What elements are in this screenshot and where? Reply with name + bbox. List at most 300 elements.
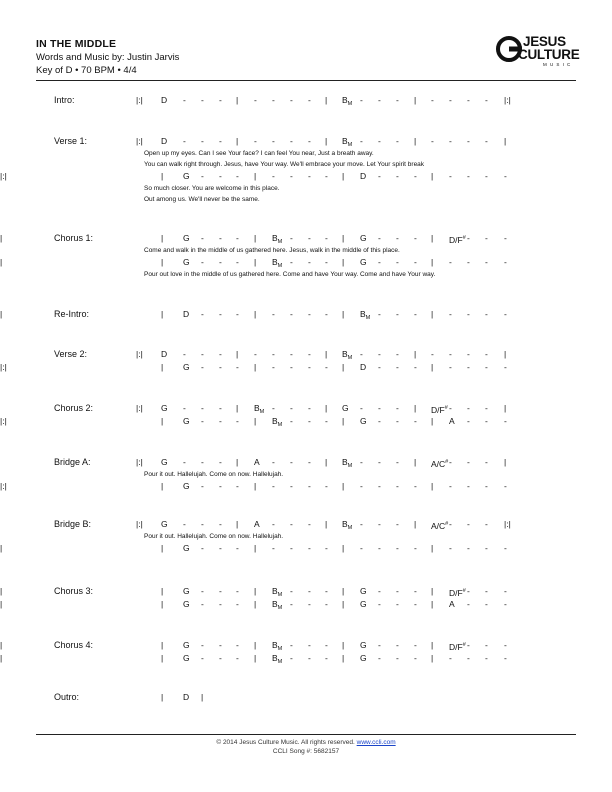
beat-dash: - [272,519,275,529]
bar-line: | [325,136,328,146]
bar-line: | [161,171,164,181]
chord-line [0,653,612,664]
bar-line: | [414,519,417,529]
chord-line [0,481,612,492]
beat-dash: - [201,599,204,609]
chord-symbol: G [183,362,190,372]
bar-line: |:| [0,481,7,491]
beat-dash: - [467,416,470,426]
beat-dash: - [290,457,293,467]
bar-line: | [342,309,345,319]
beat-dash: - [201,481,204,491]
lyric-line: Pour out love in the middle of us gathered here. Come and have Your way. Come and have Your way. [144,271,436,278]
beat-dash: - [272,362,275,372]
bar-line: | [414,95,417,105]
bar-line: | [342,599,345,609]
beat-dash: - [183,136,186,146]
bar-line: | [342,257,345,267]
chord-symbol: D [183,692,190,702]
beat-dash: - [290,257,293,267]
beat-dash: - [290,416,293,426]
beat-dash: - [236,640,239,650]
beat-dash: - [308,416,311,426]
beat-dash: - [290,543,293,553]
bar-line: | [0,640,3,650]
bar-line: | [161,257,164,267]
beat-dash: - [378,95,381,105]
chord-symbol: $B_M$ [272,233,283,245]
logo-word-jesus: JESUS [523,34,566,49]
chord-symbol: G [183,233,190,243]
beat-dash: - [236,653,239,663]
bar-line: | [325,519,328,529]
beat-dash: - [396,349,399,359]
beat-dash: - [219,640,222,650]
chord-symbol: $B_M$ [272,586,283,598]
beat-dash: - [485,599,488,609]
beat-dash: - [219,136,222,146]
beat-dash: - [378,171,381,181]
beat-dash: - [360,543,363,553]
beat-dash: - [272,171,275,181]
beat-dash: - [219,171,222,181]
beat-dash: - [254,349,257,359]
beat-dash: - [360,403,363,413]
bar-line: | [325,95,328,105]
beat-dash: - [467,233,470,243]
beat-dash: - [325,586,328,596]
bar-line: | [254,309,257,319]
bar-line: | [161,309,164,319]
beat-dash: - [360,136,363,146]
logo-word-music: MUSIC [543,62,574,67]
beat-dash: - [467,586,470,596]
chord-symbol: A [449,416,455,426]
beat-dash: - [431,136,434,146]
beat-dash: - [485,481,488,491]
bar-line: | [342,362,345,372]
footer-divider [36,734,576,735]
beat-dash: - [219,233,222,243]
beat-dash: - [504,640,507,650]
bar-line: | [414,136,417,146]
beat-dash: - [325,309,328,319]
beat-dash: - [504,257,507,267]
bar-line: | [254,416,257,426]
beat-dash: - [308,457,311,467]
beat-dash: - [272,95,275,105]
bar-line: | [236,519,239,529]
beat-dash: - [290,403,293,413]
beat-dash: - [325,481,328,491]
beat-dash: - [485,403,488,413]
bar-line: | [504,457,507,467]
beat-dash: - [378,543,381,553]
beat-dash: - [467,95,470,105]
bar-line: | [161,599,164,609]
beat-dash: - [325,543,328,553]
beat-dash: - [236,171,239,181]
beat-dash: - [449,403,452,413]
chord-symbol: D [161,95,168,105]
beat-dash: - [360,481,363,491]
beat-dash: - [183,95,186,105]
beat-dash: - [485,233,488,243]
bar-line: | [0,599,3,609]
beat-dash: - [201,416,204,426]
beat-dash: - [325,416,328,426]
beat-dash: - [378,362,381,372]
beat-dash: - [308,599,311,609]
chord-symbol: A [254,457,260,467]
beat-dash: - [308,257,311,267]
beat-dash: - [485,519,488,529]
bar-line: | [431,599,434,609]
chord-symbol: G [360,653,367,663]
beat-dash: - [414,233,417,243]
beat-dash: - [272,403,275,413]
footer-copyright [0,738,612,747]
beat-dash: - [236,233,239,243]
beat-dash: - [414,309,417,319]
bar-line: | [342,640,345,650]
copyright-text: © 2014 Jesus Culture Music. All rights reserved. [216,739,355,746]
beat-dash: - [414,171,417,181]
beat-dash: - [290,653,293,663]
beat-dash: - [485,362,488,372]
beat-dash: - [360,349,363,359]
bar-line: | [325,349,328,359]
bar-line: | [161,362,164,372]
beat-dash: - [272,136,275,146]
beat-dash: - [201,653,204,663]
beat-dash: - [325,599,328,609]
beat-dash: - [378,519,381,529]
bar-line: | [161,653,164,663]
beat-dash: - [272,309,275,319]
beat-dash: - [449,171,452,181]
bar-line: | [431,653,434,663]
beat-dash: - [396,640,399,650]
beat-dash: - [378,233,381,243]
beat-dash: - [449,257,452,267]
chord-symbol: $B_M$ [342,95,353,107]
beat-dash: - [414,362,417,372]
beat-dash: - [467,136,470,146]
beat-dash: - [325,257,328,267]
beat-dash: - [396,403,399,413]
beat-dash: - [201,233,204,243]
bar-line: | [414,457,417,467]
beat-dash: - [396,481,399,491]
chord-symbol: D/F# [449,642,466,652]
beat-dash: - [290,349,293,359]
beat-dash: - [308,95,311,105]
section-label: Outro: [54,692,80,702]
chord-line [0,599,612,610]
beat-dash: - [414,416,417,426]
beat-dash: - [236,416,239,426]
beat-dash: - [504,233,507,243]
bar-line: | [254,233,257,243]
beat-dash: - [254,95,257,105]
beat-dash: - [485,136,488,146]
chord-symbol: G [183,586,190,596]
chord-symbol: D/F# [449,588,466,598]
bar-line: | [342,543,345,553]
beat-dash: - [308,481,311,491]
bar-line: | [254,640,257,650]
beat-dash: - [414,543,417,553]
bar-line: | [504,136,507,146]
chord-symbol: A [254,519,260,529]
jesus-culture-logo [496,35,582,71]
bar-line: | [161,233,164,243]
beat-dash: - [485,653,488,663]
beat-dash: - [467,519,470,529]
bar-line: | [431,362,434,372]
beat-dash: - [485,309,488,319]
beat-dash: - [290,95,293,105]
lyric-line: Out among us. We'll never be the same. [144,196,260,203]
beat-dash: - [201,519,204,529]
chord-symbol: G [360,416,367,426]
beat-dash: - [485,416,488,426]
chord-symbol: $B_M$ [272,653,283,665]
bar-line: | [236,349,239,359]
bar-line: | [161,692,164,702]
chord-line [0,519,612,530]
beat-dash: - [219,95,222,105]
chord-symbol: D [161,136,168,146]
bar-line: | [201,692,204,702]
beat-dash: - [201,586,204,596]
chord-symbol: G [183,543,190,553]
section-label: Chorus 2: [54,403,94,413]
beat-dash: - [396,543,399,553]
beat-dash: - [467,457,470,467]
chord-symbol: G [183,640,190,650]
beat-dash: - [485,543,488,553]
section-label: Chorus 3: [54,586,94,596]
header-divider [36,80,576,81]
beat-dash: - [325,362,328,372]
beat-dash: - [219,543,222,553]
chord-symbol: $B_M$ [272,416,283,428]
beat-dash: - [308,640,311,650]
chord-line [0,136,612,147]
chord-symbol: D [360,171,367,181]
section-label: Intro: [54,95,75,105]
chord-symbol: G [183,599,190,609]
beat-dash: - [449,457,452,467]
beat-dash: - [396,519,399,529]
beat-dash: - [219,309,222,319]
beat-dash: - [396,233,399,243]
beat-dash: - [219,416,222,426]
beat-dash: - [396,653,399,663]
beat-dash: - [219,403,222,413]
bar-line: | [342,653,345,663]
bar-line: | [342,586,345,596]
beat-dash: - [219,599,222,609]
beat-dash: - [308,543,311,553]
beat-dash: - [485,95,488,105]
beat-dash: - [467,349,470,359]
beat-dash: - [504,362,507,372]
beat-dash: - [201,171,204,181]
chord-line [0,309,612,320]
beat-dash: - [201,349,204,359]
beat-dash: - [201,457,204,467]
bar-line: | [0,543,3,553]
beat-dash: - [236,586,239,596]
beat-dash: - [378,136,381,146]
bar-line: | [161,416,164,426]
bar-line: | [161,586,164,596]
beat-dash: - [201,136,204,146]
beat-dash: - [378,349,381,359]
lyric-line: Come and walk in the middle of us gathered here. Jesus, walk in the middle of this place. [144,247,400,254]
bar-line: | [342,233,345,243]
section-label: Verse 1: [54,136,88,146]
beat-dash: - [449,481,452,491]
beat-dash: - [467,309,470,319]
songwriter-credit: Words and Music by: Justin Jarvis [36,52,180,63]
beat-dash: - [308,362,311,372]
section-label: Chorus 1: [54,233,94,243]
beat-dash: - [378,416,381,426]
beat-dash: - [449,349,452,359]
beat-dash: - [396,416,399,426]
beat-dash: - [504,599,507,609]
chord-symbol: D/F# [449,235,466,245]
lyric-line: Open up my eyes. Can I see Your face? I can feel You near, Just a breath away. [144,150,374,157]
bar-line: |:| [504,95,511,105]
beat-dash: - [396,171,399,181]
chord-symbol: D [161,349,168,359]
beat-dash: - [201,362,204,372]
beat-dash: - [290,519,293,529]
chord-line [0,233,612,244]
beat-dash: - [396,599,399,609]
beat-dash: - [467,171,470,181]
beat-dash: - [219,257,222,267]
beat-dash: - [378,481,381,491]
beat-dash: - [360,519,363,529]
beat-dash: - [201,257,204,267]
beat-dash: - [219,481,222,491]
bar-line: | [342,416,345,426]
chord-line [0,640,612,651]
logo-word-culture: CULTURE [518,47,580,62]
ccli-link[interactable]: www.ccli.com [356,739,396,746]
beat-dash: - [272,481,275,491]
chord-symbol: $B_M$ [272,640,283,652]
beat-dash: - [414,640,417,650]
chord-symbol: $B_M$ [272,599,283,611]
bar-line: | [254,481,257,491]
chord-symbol: $B_M$ [342,457,353,469]
chord-symbol: $B_M$ [342,519,353,531]
beat-dash: - [467,403,470,413]
bar-line: | [431,416,434,426]
bar-line: | [161,481,164,491]
beat-dash: - [183,403,186,413]
beat-dash: - [308,403,311,413]
beat-dash: - [449,362,452,372]
chord-symbol: $B_M$ [360,309,371,321]
beat-dash: - [219,653,222,663]
chord-symbol: G [183,416,190,426]
lyric-line: You can walk right through. Jesus, have Your way. We'll embrace your move. Let Your spirit break [144,161,425,168]
bar-line: | [161,543,164,553]
bar-line: | [431,309,434,319]
beat-dash: - [449,309,452,319]
lyric-line: So much closer. You are welcome in this place. [144,185,280,192]
beat-dash: - [290,481,293,491]
beat-dash: - [290,136,293,146]
chord-symbol: $B_M$ [272,257,283,269]
beat-dash: - [290,599,293,609]
bar-line: | [236,95,239,105]
beat-dash: - [485,257,488,267]
chord-symbol: A/C# [431,459,449,469]
beat-dash: - [504,171,507,181]
beat-dash: - [414,586,417,596]
chord-symbol: $B_M$ [254,403,265,415]
chord-symbol: $B_M$ [342,136,353,148]
beat-dash: - [201,640,204,650]
chord-symbol: A/C# [431,521,449,531]
chord-line [0,586,612,597]
bar-line: |:| [136,519,143,529]
beat-dash: - [219,349,222,359]
beat-dash: - [360,457,363,467]
beat-dash: - [201,543,204,553]
beat-dash: - [396,586,399,596]
beat-dash: - [504,309,507,319]
beat-dash: - [308,349,311,359]
chord-symbol: $B_M$ [342,349,353,361]
bar-line: |:| [0,362,7,372]
beat-dash: - [308,136,311,146]
bar-line: | [254,543,257,553]
beat-dash: - [396,362,399,372]
beat-dash: - [449,543,452,553]
beat-dash: - [396,457,399,467]
beat-dash: - [485,586,488,596]
lyric-line: Pour it out. Hallelujah. Come on now. Hallelujah. [144,471,284,478]
beat-dash: - [467,543,470,553]
chord-line [0,95,612,106]
beat-dash: - [504,653,507,663]
chord-symbol: G [183,481,190,491]
bar-line: |:| [0,171,7,181]
bar-line: | [325,403,328,413]
beat-dash: - [485,457,488,467]
bar-line: | [254,362,257,372]
bar-line: | [504,403,507,413]
beat-dash: - [272,457,275,467]
beat-dash: - [201,403,204,413]
beat-dash: - [236,599,239,609]
beat-dash: - [504,416,507,426]
chord-symbol: G [183,171,190,181]
section-label: Verse 2: [54,349,88,359]
beat-dash: - [290,640,293,650]
bar-line: | [0,653,3,663]
